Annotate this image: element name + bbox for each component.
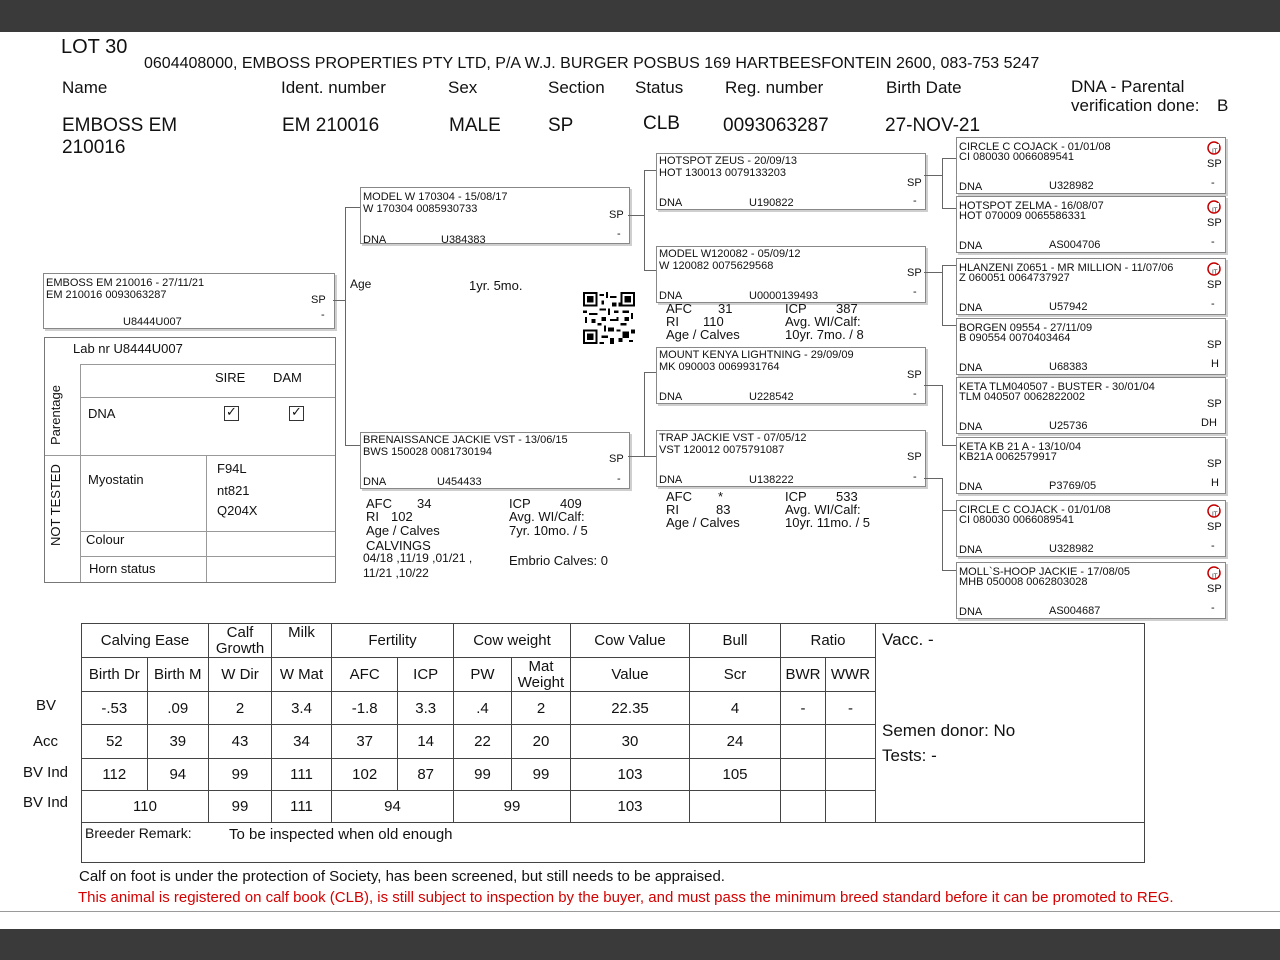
ggp-dna-code: U25736	[1049, 420, 1088, 432]
top-bar	[0, 0, 1280, 32]
connector-gp4-out	[924, 478, 942, 479]
ggp-dna-code: P3769/05	[1049, 480, 1097, 492]
gp2-ri-value: 110	[703, 314, 724, 329]
gp4-section: SP	[907, 451, 922, 463]
gp2-age-calves-label: Age / Calves	[666, 327, 740, 342]
sub-header-cell: Mat Weight	[512, 658, 571, 692]
breed-logo-icon	[1207, 262, 1221, 276]
sub-header-cell: Birth M	[147, 658, 208, 692]
dam-afc-value: 34	[417, 496, 432, 511]
header-reg: Reg. number	[725, 78, 824, 97]
breeder-remark-text: To be inspected when old enough	[229, 826, 453, 843]
ggp-dash: -	[1211, 540, 1215, 552]
acc-cell: 14	[398, 725, 454, 759]
bvind-cell: 103	[571, 759, 690, 791]
sire-section: SP	[609, 209, 624, 221]
gp1-line-1: HOTSPOT ZEUS - 20/09/13	[659, 155, 797, 167]
gp3-line-2: MK 090003 0069931764	[659, 361, 780, 373]
bvind2-cell: 111	[272, 791, 332, 823]
acc-cell	[825, 725, 875, 759]
acc-cell: 34	[272, 725, 332, 759]
connector-self	[333, 300, 345, 301]
group-milk: Milk	[272, 624, 332, 658]
ggp-dash: H	[1211, 477, 1219, 489]
gp4-line-2: VST 120012 0075791087	[659, 444, 785, 456]
dam-avg-wi-label: Avg. WI/Calf:	[509, 509, 585, 524]
bvind2-cell: 99	[209, 791, 272, 823]
gp4-icp-value: 533	[836, 489, 858, 504]
bvind2-cell: 110	[82, 791, 209, 823]
connector-ggp2	[942, 208, 956, 209]
ggp-dash: -	[1211, 177, 1215, 189]
dam-line-1: BRENAISSANCE JACKIE VST - 13/06/15	[363, 434, 568, 446]
sub-header-cell: Value	[571, 658, 690, 692]
gp2-line-1: MODEL W120082 - 05/09/12	[659, 248, 801, 260]
acc-cell: 20	[512, 725, 571, 759]
gp2-dash: -	[913, 286, 917, 298]
header-dna-value: B	[1217, 96, 1229, 115]
bv-cell: -1.8	[332, 692, 398, 725]
ggp-dash: -	[1211, 298, 1215, 310]
connector-gp2-out	[924, 272, 942, 273]
ggp-line-1: MOLL`S-HOOP JACKIE - 17/08/05	[959, 566, 1130, 578]
group-ratio: Ratio	[781, 624, 876, 658]
lot-number: LOT 30	[61, 36, 128, 58]
ggp-box-6	[956, 437, 1226, 494]
animal-ident: EM 210016	[282, 115, 380, 136]
group-fertility: Fertility	[332, 624, 454, 658]
divider-1	[80, 364, 335, 365]
gp4-ri-value: 83	[716, 502, 731, 517]
ggp-dna-code: AS004706	[1049, 239, 1101, 251]
dam-calvings-1: 04/18 ,11/19 ,01/21 ,	[363, 551, 473, 565]
ggp-section: SP	[1207, 217, 1222, 229]
sub-header-cell: Scr	[690, 658, 781, 692]
acc-cell	[781, 725, 826, 759]
svg-text:IT: IT	[1212, 148, 1218, 155]
sub-header-cell: W Dir	[209, 658, 272, 692]
sire-dna-checkbox	[224, 406, 239, 421]
bv-cell: .4	[454, 692, 512, 725]
gp4-avg-wi-label: Avg. WI/Calf:	[785, 502, 861, 517]
vacc-text: Vacc. -	[882, 630, 934, 649]
tests-text: Tests: -	[882, 746, 937, 765]
semen-donor-text: Semen donor: No	[882, 721, 1016, 740]
dam-dna-label: DNA	[363, 476, 387, 488]
ggp-box-8	[956, 562, 1226, 619]
horn-status-label: Horn status	[89, 561, 156, 576]
gp1-dna-label: DNA	[659, 197, 683, 209]
connector-ggp7	[942, 510, 956, 511]
qr-code	[583, 292, 635, 344]
bvind-cell: 94	[147, 759, 208, 791]
row-label-bvind: BV Ind	[23, 764, 69, 781]
sub-header-cell: PW	[454, 658, 512, 692]
dam-icp-label: ICP	[509, 496, 531, 511]
ggp-box-1	[956, 137, 1226, 194]
gp-box-3	[656, 347, 926, 404]
dam-dna-checkbox	[289, 406, 304, 421]
ggp-line-1: CIRCLE C COJACK - 01/01/08	[959, 504, 1111, 516]
gp4-afc-label: AFC	[666, 489, 692, 504]
bvind2-cell	[781, 791, 826, 823]
owner-line: 0604408000, EMBOSS PROPERTIES PTY LTD, P/A W.J. BURGER POSBUS 169 HARTBEESFONTEIN 2600, 083-753 5247	[144, 55, 1040, 72]
gp4-avg-wi-value: 10yr. 11mo. / 5	[785, 515, 871, 530]
gp3-dash: -	[913, 388, 917, 400]
age-label: Age	[350, 277, 372, 291]
breed-logo-icon	[1207, 504, 1221, 518]
row-label-bv: BV	[36, 697, 57, 714]
gp1-section: SP	[907, 177, 922, 189]
self-line-2: EM 210016 0093063287	[46, 289, 167, 301]
ggp-dash: DH	[1201, 417, 1217, 429]
divider-v	[80, 364, 81, 582]
gp-box-1	[656, 153, 926, 210]
ggp-box-4	[956, 318, 1226, 375]
connector-ggp3	[942, 265, 956, 266]
ggp-dna-code: U328982	[1049, 543, 1094, 555]
self-line-1: EMBOSS EM 210016 - 27/11/21	[46, 277, 205, 289]
ggp-box-2	[956, 196, 1226, 253]
gp2-icp-value: 387	[836, 301, 858, 316]
gp2-dna-label: DNA	[659, 290, 683, 302]
ggp-line-1: CIRCLE C COJACK - 01/01/08	[959, 141, 1111, 153]
footer-warning: This animal is registered on calf book (CLB), is still subject to inspection by the buyer, and must pass the minimum breed standard before it can be promoted to REG.	[78, 889, 1174, 906]
row-label-bvind-2: BV Ind	[23, 794, 69, 811]
parentage-vertical-label: Parentage	[48, 385, 63, 445]
bv-cell: -.53	[82, 692, 148, 725]
sire-box	[360, 187, 630, 244]
dna-row-label: DNA	[88, 406, 116, 421]
dam-header: DAM	[273, 370, 302, 385]
dam-calvings-2: 11/21 ,10/22	[363, 566, 429, 580]
animal-birth: 27-NOV-21	[885, 115, 981, 136]
gp2-avg-wi-value: 10yr. 7mo. / 8	[785, 327, 864, 342]
gp2-section: SP	[907, 267, 922, 279]
acc-cell: 43	[209, 725, 272, 759]
sub-header-cell: AFC	[332, 658, 398, 692]
connector-dam	[345, 445, 360, 446]
ggp-line-2: MHB 050008 0062803028	[959, 576, 1088, 588]
bvind-cell: 105	[690, 759, 781, 791]
ggp-dna-code: U57942	[1049, 301, 1088, 313]
ggp-section: SP	[1207, 398, 1222, 410]
bvind2-cell: 103	[571, 791, 690, 823]
footer-note: Calf on foot is under the protection of Society, has been screened, but still needs to be appraised.	[79, 868, 725, 885]
connector-self-parents	[345, 207, 346, 445]
ggp-dash: -	[1211, 602, 1215, 614]
bvind-cell	[825, 759, 875, 791]
divider-5	[80, 556, 335, 557]
sire-line-1: MODEL W 170304 - 15/08/17	[363, 191, 508, 203]
header-birth: Birth Date	[886, 78, 962, 97]
dam-age-calves-label: Age / Calves	[366, 523, 440, 538]
ggp-dna-code: AS004687	[1049, 605, 1101, 617]
acc-cell: 24	[690, 725, 781, 759]
lab-number: Lab nr U8444U007	[73, 341, 183, 356]
connector-ggp8	[942, 570, 956, 571]
ggp-line-2: Z 060051 0064737927	[959, 272, 1070, 284]
gp2-avg-wi-label: Avg. WI/Calf:	[785, 314, 861, 329]
self-pedigree-box	[43, 273, 335, 329]
connector-gp3-ggp	[942, 385, 943, 445]
ggp-dna-label: DNA	[959, 181, 983, 193]
bottom-bar	[0, 929, 1280, 960]
bvind2-cell: 94	[332, 791, 454, 823]
myostatin-f94l: F94L	[217, 461, 247, 476]
gp4-dash: -	[913, 471, 917, 483]
ggp-box-5	[956, 377, 1226, 434]
group-cow-value: Cow Value	[571, 624, 690, 658]
empty-cell	[825, 791, 875, 823]
connector-gp1-ggp	[942, 158, 943, 208]
dam-line-2: BWS 150028 0081730194	[363, 446, 493, 458]
gp2-ri-label: RI	[666, 314, 679, 329]
self-dash: -	[321, 309, 325, 321]
bvind-cell: 99	[209, 759, 272, 791]
connector-gp1-out	[924, 175, 942, 176]
bvind-cell: 102	[332, 759, 398, 791]
connector-ggp6	[942, 445, 956, 446]
bv-cell: 4	[690, 692, 781, 725]
acc-cell: 30	[571, 725, 690, 759]
bvind-cell	[781, 759, 826, 791]
self-section: SP	[311, 294, 326, 306]
bvind-cell: 99	[512, 759, 571, 791]
bvind2-cell	[690, 791, 781, 823]
animal-name-1: EMBOSS EM	[62, 115, 178, 136]
ggp-line-1: BORGEN 09554 - 27/11/09	[959, 322, 1093, 334]
ggp-dna-label: DNA	[959, 606, 983, 618]
sub-header-cell: BWR	[781, 658, 826, 692]
bv-cell: .09	[147, 692, 208, 725]
bvind-cell: 99	[454, 759, 512, 791]
acc-cell: 22	[454, 725, 512, 759]
animal-section: SP	[548, 115, 574, 136]
divider-3	[45, 455, 335, 456]
gp-box-2	[656, 246, 926, 303]
ggp-line-2: KB21A 0062579917	[959, 451, 1057, 463]
gp4-ri-label: RI	[666, 502, 679, 517]
ggp-section: SP	[1207, 583, 1222, 595]
ggp-line-2: TLM 040507 0062822002	[959, 391, 1085, 403]
svg-text:IT: IT	[1212, 511, 1218, 518]
ggp-dna-label: DNA	[959, 421, 983, 433]
bv-cell: 3.3	[398, 692, 454, 725]
self-code: U8444U007	[123, 316, 182, 328]
gp3-line-1: MOUNT KENYA LIGHTNING - 29/09/09	[659, 349, 854, 361]
divider-v2	[206, 455, 207, 582]
dam-section: SP	[609, 453, 624, 465]
colour-label: Colour	[86, 532, 125, 547]
myostatin-q204x: Q204X	[217, 503, 258, 518]
connector-ggp4	[942, 325, 956, 326]
connector-sire-gp	[644, 170, 645, 270]
gp4-age-calves-label: Age / Calves	[666, 515, 740, 530]
connector-gp3-out	[924, 385, 942, 386]
connector-dam-gp	[644, 372, 645, 456]
ggp-line-2: CI 080030 0066089541	[959, 151, 1074, 163]
gp2-afc-label: AFC	[666, 301, 692, 316]
ggp-box-3	[956, 258, 1226, 315]
ggp-section: SP	[1207, 339, 1222, 351]
ggp-dna-code: U68383	[1049, 361, 1088, 373]
dam-embrio-calves: Embrio Calves: 0	[509, 553, 608, 568]
breeder-remark-cell	[82, 823, 1145, 863]
header-status: Status	[635, 78, 684, 97]
parentage-panel	[44, 337, 336, 583]
group-calving-ease: Calving Ease	[82, 624, 209, 658]
breed-logo-icon	[1207, 141, 1221, 155]
header-dna-1: DNA - Parental	[1071, 77, 1185, 96]
gp4-line-1: TRAP JACKIE VST - 07/05/12	[659, 432, 807, 444]
ggp-section: SP	[1207, 521, 1222, 533]
bvind-cell: 87	[398, 759, 454, 791]
not-tested-vertical-label: NOT TESTED	[48, 464, 63, 546]
acc-cell: 52	[82, 725, 148, 759]
gp4-dna-label: DNA	[659, 474, 683, 486]
gp2-line-2: W 120082 0075629568	[659, 260, 774, 272]
connector-gp2-ggp	[942, 265, 943, 325]
sire-dash: -	[617, 228, 621, 240]
header-sex: Sex	[448, 78, 478, 97]
myostatin-label: Myostatin	[88, 472, 144, 487]
connector-dam-out	[628, 456, 644, 457]
connector-ggp1	[942, 158, 956, 159]
ggp-line-1: HLANZENI Z0651 - MR MILLION - 11/07/06	[959, 262, 1174, 274]
dam-dna-code: U454433	[437, 476, 482, 488]
sire-dna-code: U384383	[441, 234, 486, 246]
dam-icp-value: 409	[560, 496, 582, 511]
connector-gp4-ggp	[942, 478, 943, 570]
bottom-divider	[0, 911, 1280, 912]
svg-text:IT: IT	[1212, 269, 1218, 276]
sire-line-2: W 170304 0085930733	[363, 203, 478, 215]
ggp-dna-label: DNA	[959, 362, 983, 374]
gp4-icp-label: ICP	[785, 489, 807, 504]
header-dna-2: verification done:	[1071, 96, 1200, 115]
connector-sire	[345, 207, 360, 208]
gp2-dna-code: U0000139493	[749, 290, 819, 302]
bvind-cell: 112	[82, 759, 148, 791]
gp4-afc-value: *	[718, 489, 724, 504]
ggp-dna-label: DNA	[959, 240, 983, 252]
dam-box	[360, 432, 630, 489]
bvind2-cell: 99	[454, 791, 571, 823]
animal-name-2: 210016	[62, 137, 126, 158]
age-value: 1yr. 5mo.	[469, 278, 523, 293]
ggp-line-1: KETA TLM040507 - BUSTER - 30/01/04	[959, 381, 1155, 393]
dam-ri-value: 102	[391, 509, 413, 524]
gp4-dna-code: U138222	[749, 474, 794, 486]
gp1-line-2: HOT 130013 0079133203	[659, 167, 787, 179]
bvind-cell: 111	[272, 759, 332, 791]
animal-reg: 0093063287	[723, 115, 829, 136]
group-calf-growth	[209, 624, 272, 658]
bv-cell: 3.4	[272, 692, 332, 725]
group-cow-weight: Cow weight	[454, 624, 571, 658]
sire-dna-label: DNA	[363, 234, 387, 246]
acc-cell: 37	[332, 725, 398, 759]
gp2-icp-label: ICP	[785, 301, 807, 316]
ggp-dna-label: DNA	[959, 302, 983, 314]
divider-2	[80, 397, 335, 398]
gp3-dna-label: DNA	[659, 391, 683, 403]
dam-ri-label: RI	[366, 509, 379, 524]
dam-dash: -	[617, 473, 621, 485]
breeder-remark-label: Breeder Remark:	[85, 825, 192, 841]
sub-header-cell: Birth Dr	[82, 658, 148, 692]
ggp-section: SP	[1207, 279, 1222, 291]
header-ident: Ident. number	[281, 78, 386, 97]
sub-header-cell: WWR	[825, 658, 875, 692]
ggp-dna-label: DNA	[959, 481, 983, 493]
gp1-dna-code: U190822	[749, 197, 794, 209]
ggp-line-2: HOT 070009 0065586331	[959, 210, 1087, 222]
dam-avg-wi-value: 7yr. 10mo. / 5	[509, 523, 588, 538]
bv-cell: -	[781, 692, 826, 725]
gp3-section: SP	[907, 369, 922, 381]
sub-header-cell: W Mat	[272, 658, 332, 692]
breed-logo-icon	[1207, 566, 1221, 580]
animal-status: CLB	[643, 113, 680, 134]
connector-sire-out	[628, 215, 644, 216]
group-calf-growth-label: Calf Growth	[215, 623, 265, 657]
group-bull: Bull	[690, 624, 781, 658]
ggp-line-2: CI 080030 0066089541	[959, 514, 1074, 526]
myostatin-nt821: nt821	[217, 483, 250, 498]
animal-sex: MALE	[449, 115, 501, 136]
ebv-table	[81, 623, 1145, 863]
header-section: Section	[548, 78, 605, 97]
bv-cell: 2	[512, 692, 571, 725]
ggp-dna-label: DNA	[959, 544, 983, 556]
dam-afc-label: AFC	[366, 496, 392, 511]
ggp-dash: -	[1211, 236, 1215, 248]
gp2-afc-value: 31	[718, 301, 733, 316]
ggp-section: SP	[1207, 158, 1222, 170]
row-label-acc: Acc	[33, 733, 59, 750]
notes-cell	[876, 624, 1145, 823]
ggp-dash: H	[1211, 358, 1219, 370]
bv-cell: -	[825, 692, 875, 725]
dam-calvings-label: CALVINGS	[366, 538, 431, 553]
bv-cell: 2	[209, 692, 272, 725]
acc-cell: 39	[147, 725, 208, 759]
sire-header: SIRE	[215, 370, 246, 385]
svg-text:IT: IT	[1212, 573, 1218, 580]
sub-header-cell: ICP	[398, 658, 454, 692]
gp1-dash: -	[913, 195, 917, 207]
ggp-line-2: B 090554 0070403464	[959, 332, 1071, 344]
ggp-dna-code: U328982	[1049, 180, 1094, 192]
ggp-line-1: HOTSPOT ZELMA - 16/08/07	[959, 200, 1104, 212]
gp-box-4	[656, 430, 926, 487]
breed-logo-icon	[1207, 200, 1221, 214]
gp3-dna-code: U228542	[749, 391, 794, 403]
ggp-line-1: KETA KB 21 A - 13/10/04	[959, 441, 1082, 453]
ggp-box-7	[956, 500, 1226, 557]
bv-cell: 22.35	[571, 692, 690, 725]
svg-text:IT: IT	[1212, 207, 1218, 214]
header-name: Name	[62, 78, 108, 97]
ggp-section: SP	[1207, 458, 1222, 470]
